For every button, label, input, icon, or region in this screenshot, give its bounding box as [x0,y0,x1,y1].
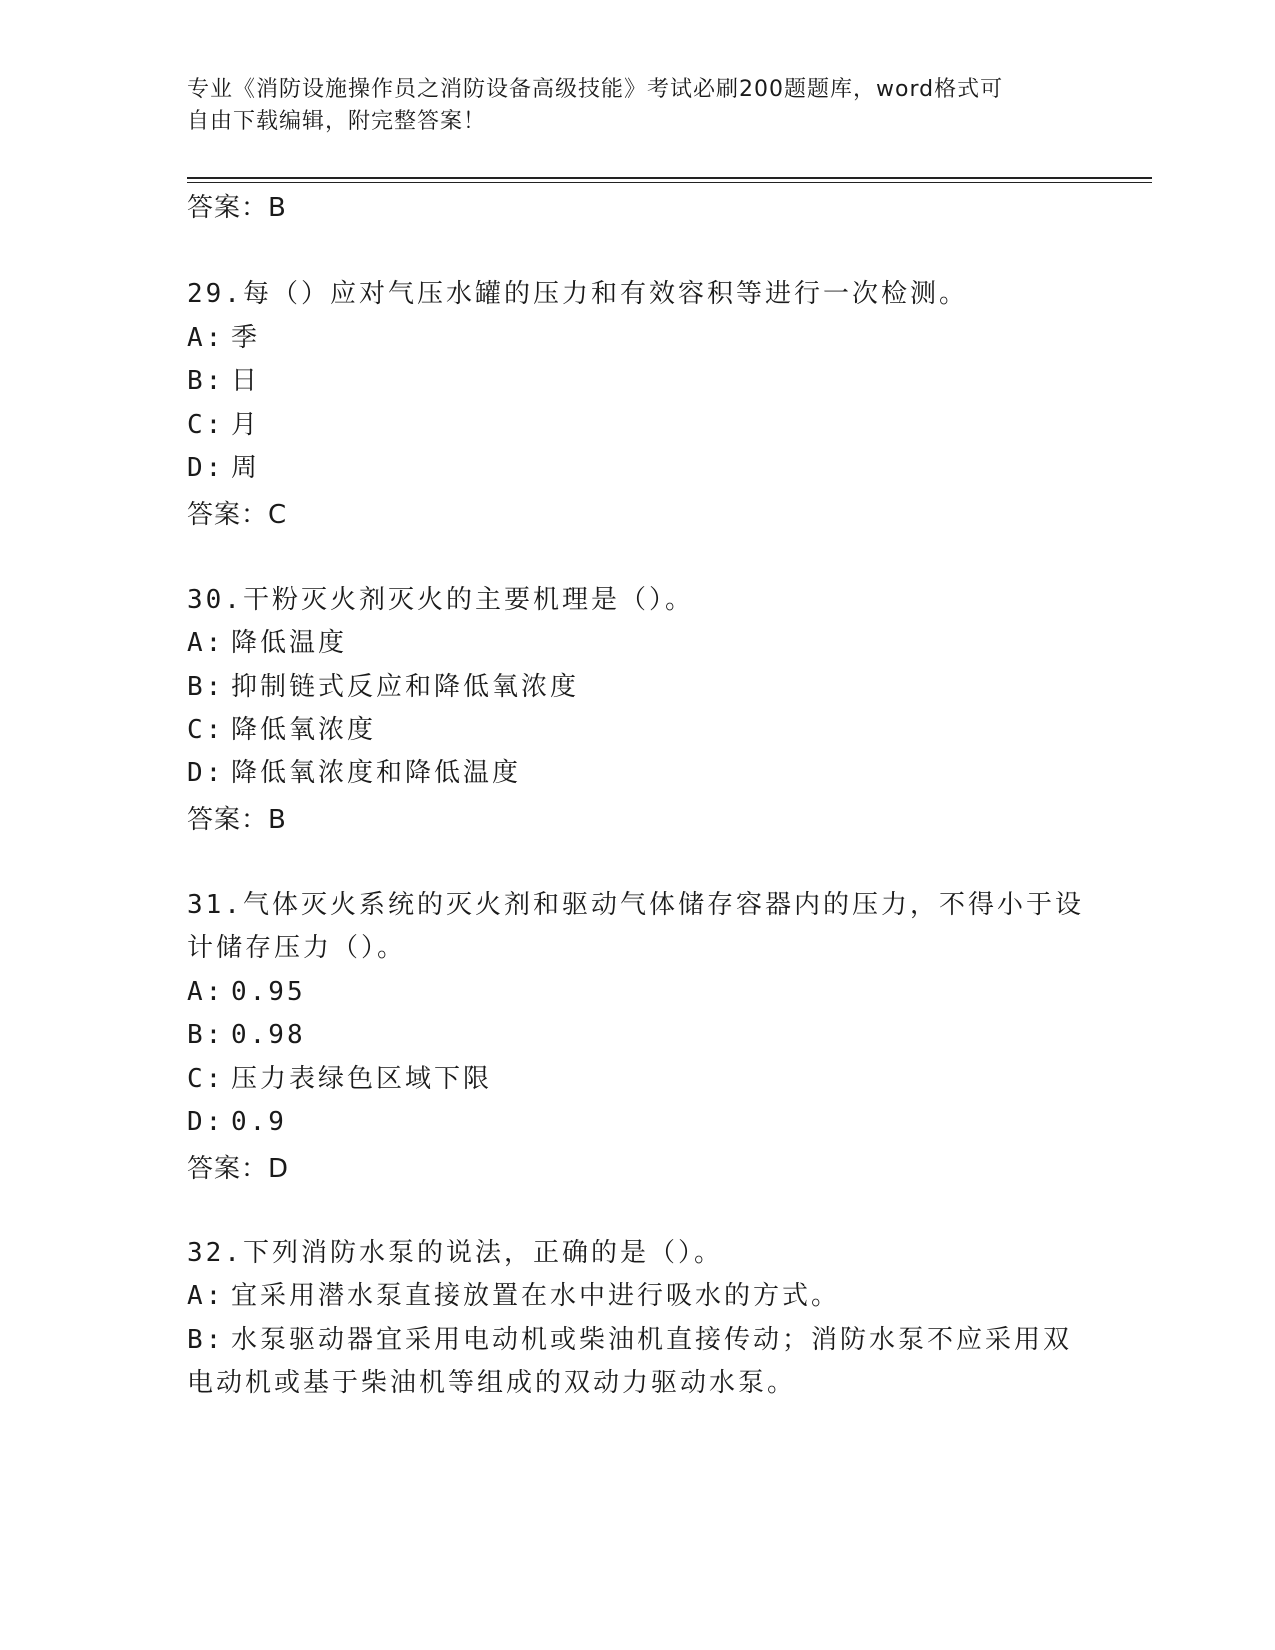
option-c [187,1056,1087,1102]
header-line-1: 专业《消防设施操作员之消防设备高级技能》考试必刷200题题库，word格式可 [187,77,1004,102]
option-c [187,707,1087,753]
answer-previous: 答案：B [187,193,287,223]
option-a [187,620,1087,666]
option-label: C: [187,715,225,745]
option-text: 降低温度 [231,628,348,658]
header-rule-thin [187,182,1152,183]
option-label: B: [187,1020,225,1050]
answer: 答案：C [187,500,288,530]
option-text: 月 [231,410,261,440]
option-label: D: [187,453,225,483]
header-rule-thick [187,177,1152,179]
option-label: B: [187,366,225,396]
option-a [187,1273,1087,1319]
answer: 答案：B [187,805,287,835]
option-text: 0.98 [231,1020,306,1050]
option-b-cont: 电动机或基于柴油机等组成的双动力驱动水泵。 [187,1368,797,1398]
header-text [187,74,1077,138]
option-text: 0.9 [231,1107,287,1137]
option-text: 降低氧浓度 [231,715,377,745]
option-label: C: [187,1064,225,1094]
option-b [187,358,1087,404]
option-text: 抑制链式反应和降低氧浓度 [231,672,580,702]
option-text: 周 [231,453,261,483]
question-stem-cont: 计储存压力（）。 [187,933,407,963]
option-a [187,969,1087,1015]
option-label: B: [187,1325,225,1355]
option-label: D: [187,758,225,788]
option-a [187,315,1087,361]
option-label: A: [187,628,225,658]
option-d [187,445,1087,491]
option-text: 降低氧浓度和降低温度 [231,758,522,788]
option-label: A: [187,323,225,353]
question-stem: 32.下列消防水泵的说法，正确的是（）。 [187,1238,723,1268]
option-d [187,1099,1087,1145]
option-text: 日 [231,366,261,396]
option-d [187,750,1087,796]
option-label: C: [187,410,225,440]
header-line-2: 自由下载编辑，附完整答案！ [187,109,487,134]
question-stem: 31.气体灭火系统的灭火剂和驱动气体储存容器内的压力，不得小于设 [187,890,1084,920]
option-b [187,664,1087,710]
option-label: A: [187,1281,225,1311]
answer: 答案：D [187,1154,290,1184]
question-stem: 30.干粉灭火剂灭火的主要机理是（）。 [187,585,694,615]
option-label: B: [187,672,225,702]
option-text: 水泵驱动器宜采用电动机或柴油机直接传动；消防水泵不应采用双 [231,1325,1073,1355]
option-text: 宜采用潜水泵直接放置在水中进行吸水的方式。 [231,1281,841,1311]
option-b [187,1012,1087,1058]
option-label: D: [187,1107,225,1137]
option-b [187,1317,1087,1363]
option-text: 压力表绿色区域下限 [231,1064,493,1094]
question-stem: 29.每（）应对气压水罐的压力和有效容积等进行一次检测。 [187,279,968,309]
option-text: 0.95 [231,977,306,1007]
option-text: 季 [231,323,261,353]
option-label: A: [187,977,225,1007]
option-c [187,402,1087,448]
